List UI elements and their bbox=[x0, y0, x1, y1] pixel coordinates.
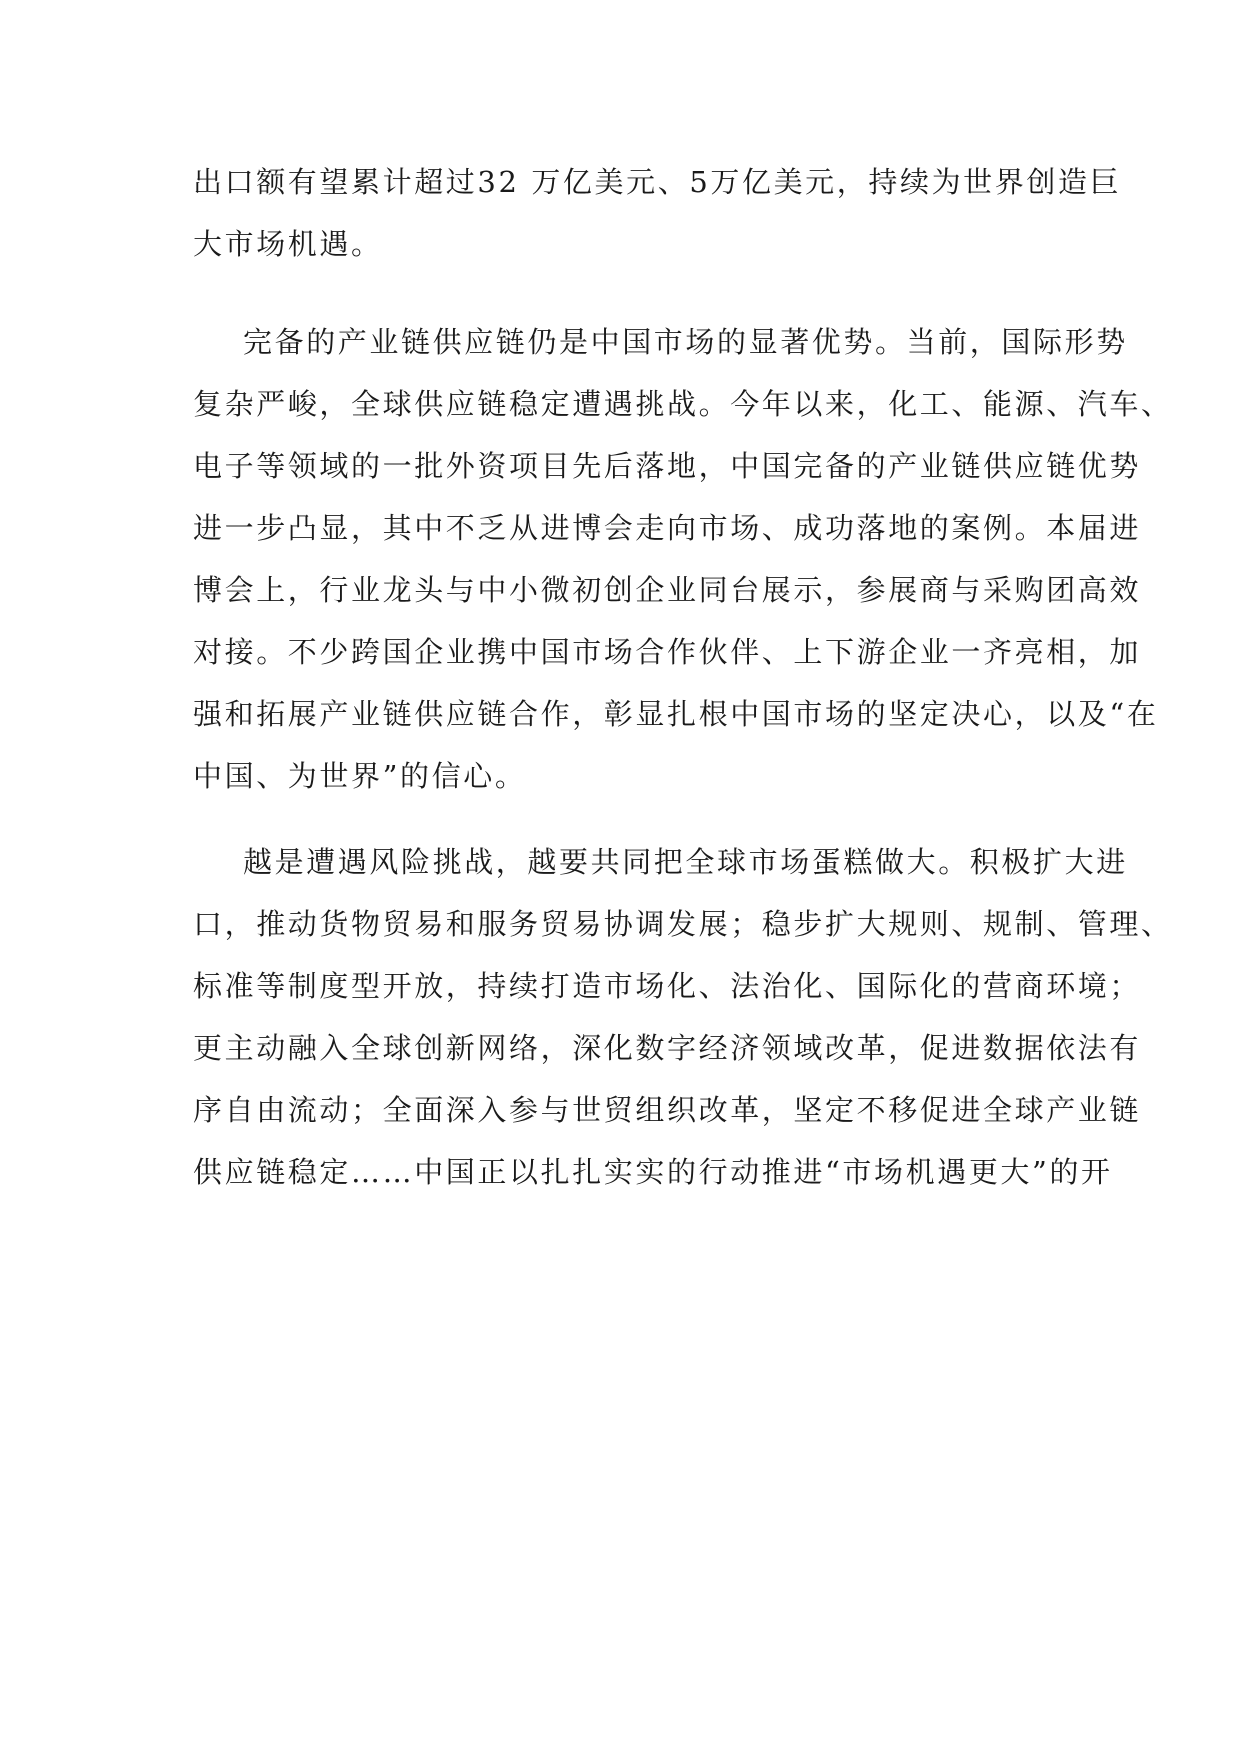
paragraph-line: 出口额有望累计超过32 万亿美元、5万亿美元，持续为世界创造巨 bbox=[193, 165, 1122, 199]
paragraph-line: 对接。不少跨国企业携中国市场合作伙伴、上下游企业一齐亮相，加 bbox=[193, 635, 1142, 669]
paragraph-line: 博会上，行业龙头与中小微初创企业同台展示，参展商与采购团高效 bbox=[193, 573, 1142, 607]
paragraph-line: 越是遭遇风险挑战，越要共同把全球市场蛋糕做大。积极扩大进 bbox=[243, 845, 1128, 879]
paragraph-line: 大市场机遇。 bbox=[193, 227, 383, 261]
paragraph-line: 序自由流动；全面深入参与世贸组织改革，坚定不移促进全球产业链 bbox=[193, 1093, 1142, 1127]
paragraph-line: 进一步凸显，其中不乏从进博会走向市场、成功落地的案例。本届进 bbox=[193, 511, 1142, 545]
paragraph-line: 标准等制度型开放，持续打造市场化、法治化、国际化的营商环境； bbox=[193, 969, 1142, 1003]
paragraph-line: 电子等领域的一批外资项目先后落地，中国完备的产业链供应链优势 bbox=[193, 449, 1142, 483]
paragraph-line: 供应链稳定……中国正以扎扎实实的行动推进“市场机遇更大”的开 bbox=[193, 1155, 1113, 1189]
paragraph-line: 完备的产业链供应链仍是中国市场的显著优势。当前，国际形势 bbox=[243, 325, 1128, 359]
paragraph-line: 更主动融入全球创新网络，深化数字经济领域改革，促进数据依法有 bbox=[193, 1031, 1142, 1065]
paragraph-line: 口，推动货物贸易和服务贸易协调发展；稳步扩大规则、规制、管理、 bbox=[193, 907, 1173, 941]
paragraph-line: 中国、为世界”的信心。 bbox=[193, 759, 527, 793]
paragraph-line: 强和拓展产业链供应链合作，彰显扎根中国市场的坚定决心，以及“在 bbox=[193, 697, 1159, 731]
paragraph-line: 复杂严峻，全球供应链稳定遭遇挑战。今年以来，化工、能源、汽车、 bbox=[193, 387, 1173, 421]
